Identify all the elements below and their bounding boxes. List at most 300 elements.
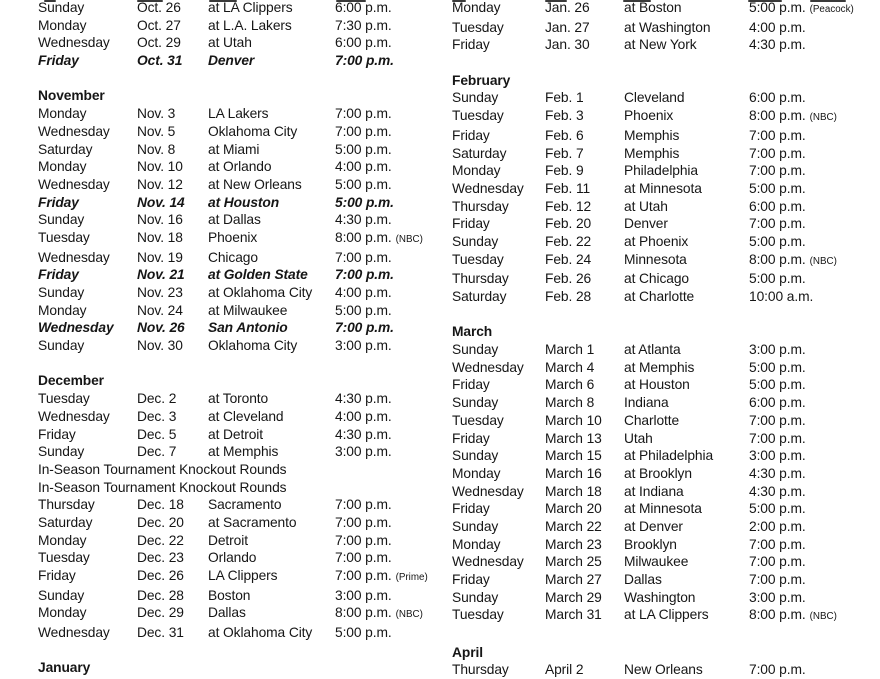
schedule-row xyxy=(452,606,876,626)
time-cell xyxy=(335,229,438,249)
tournament-note: In-Season Tournament Knockout Rounds xyxy=(38,461,287,477)
time-cell xyxy=(335,52,438,70)
day-cell: Sunday xyxy=(452,395,499,411)
schedule-row xyxy=(38,302,438,320)
month-section-december xyxy=(38,372,438,641)
time-cell xyxy=(335,587,438,605)
time-text: 4:00 p.m. xyxy=(335,159,392,175)
schedule-row xyxy=(38,390,438,408)
time-text: 7:00 p.m. xyxy=(749,572,806,587)
tv-network-note: (NBC) xyxy=(395,609,423,621)
time-text: 4:00 p.m. xyxy=(335,285,392,300)
time-cell xyxy=(335,141,438,159)
date-cell: Nov. 30 xyxy=(137,338,183,354)
opponent-cell: Minnesota xyxy=(624,251,687,267)
day-cell: Wednesday xyxy=(452,180,524,196)
date-cell: March 23 xyxy=(545,536,602,552)
date-cell: Feb. 6 xyxy=(545,127,584,143)
date-cell: Feb. 28 xyxy=(545,289,592,304)
schedule-row xyxy=(38,284,438,302)
day-cell: Friday xyxy=(38,267,79,283)
schedule-row xyxy=(452,571,876,589)
schedule-row xyxy=(452,430,876,448)
day-cell: Saturday xyxy=(452,145,507,161)
day-cell: Sunday xyxy=(452,518,499,534)
opponent-cell: Brooklyn xyxy=(624,536,677,552)
schedule-row xyxy=(452,107,876,127)
time-cell xyxy=(749,233,876,251)
opponent-cell: Utah xyxy=(624,430,653,446)
day-cell: Sunday xyxy=(38,0,85,15)
schedule-row xyxy=(452,341,876,359)
day-cell: Tuesday xyxy=(38,229,90,245)
day-cell: Friday xyxy=(452,377,490,393)
opponent-cell: Memphis xyxy=(624,127,680,143)
time-cell xyxy=(749,430,876,448)
time-text: 7:00 p.m. xyxy=(335,53,394,69)
tv-network-note: (Peacock) xyxy=(809,4,854,15)
opponent-cell: at Oklahoma City xyxy=(208,625,313,641)
time-text: 10:00 a.m. xyxy=(749,289,814,304)
day-cell: Saturday xyxy=(38,514,93,530)
day-cell: Friday xyxy=(38,194,79,210)
date-cell: Dec. 26 xyxy=(137,568,184,583)
schedule-row xyxy=(452,215,876,233)
day-cell: Saturday xyxy=(452,289,507,304)
day-cell: Wednesday xyxy=(38,625,110,641)
schedule-row xyxy=(452,233,876,251)
opponent-cell: at Memphis xyxy=(624,359,695,375)
opponent-cell: LA Clippers xyxy=(208,568,278,583)
time-text: 8:00 p.m. xyxy=(749,607,806,623)
day-cell: Wednesday xyxy=(452,483,524,499)
time-text: 7:00 p.m. xyxy=(335,532,392,548)
date-cell: March 27 xyxy=(545,572,602,587)
opponent-cell: at Detroit xyxy=(208,426,263,442)
date-cell: Nov. 5 xyxy=(137,123,176,139)
schedule-row xyxy=(38,549,438,567)
time-text: 5:00 p.m. xyxy=(749,377,806,393)
date-cell: Feb. 3 xyxy=(545,108,584,124)
time-text: 3:00 p.m. xyxy=(749,342,806,358)
date-cell: March 25 xyxy=(545,554,602,570)
schedule-row xyxy=(38,624,438,642)
date-cell: Feb. 1 xyxy=(545,90,584,106)
time-text: 7:00 p.m. xyxy=(749,536,806,552)
day-cell: Saturday xyxy=(38,141,93,157)
day-cell: Monday xyxy=(38,302,87,318)
opponent-cell: Denver xyxy=(208,53,255,69)
date-cell: Nov. 24 xyxy=(137,302,183,318)
time-text: 8:00 p.m. xyxy=(749,108,806,124)
time-cell xyxy=(335,337,438,355)
date-cell: Dec. 22 xyxy=(137,532,184,548)
time-text: 4:30 p.m. xyxy=(335,391,392,407)
month-header: February xyxy=(452,72,511,88)
schedule-row xyxy=(452,483,876,501)
day-cell: Friday xyxy=(452,216,490,232)
day-cell: Tuesday xyxy=(452,251,504,267)
time-cell xyxy=(335,284,438,302)
day-cell: Wednesday xyxy=(452,554,524,570)
opponent-cell: Charlotte xyxy=(624,412,680,428)
date-cell: March 20 xyxy=(545,501,602,517)
opponent-cell: Philadelphia xyxy=(624,163,698,179)
opponent-cell: Boston xyxy=(208,587,251,603)
date-cell: Nov. 18 xyxy=(137,229,183,245)
month-header: November xyxy=(38,88,105,104)
date-cell: Nov. 21 xyxy=(137,267,185,283)
day-cell: Friday xyxy=(38,53,79,69)
schedule-row xyxy=(452,0,876,19)
opponent-cell: at New Orleans xyxy=(208,176,302,192)
schedule-column-left xyxy=(38,0,438,677)
schedule-row xyxy=(38,266,438,284)
date-cell: Dec. 23 xyxy=(137,550,184,566)
day-cell: Sunday xyxy=(38,587,85,603)
opponent-cell: at Atlanta xyxy=(624,342,681,358)
opponent-cell: at Dallas xyxy=(208,212,261,228)
schedule-row xyxy=(452,447,876,465)
opponent-cell: at Boston xyxy=(624,0,682,15)
time-text: 8:00 p.m. xyxy=(749,251,806,267)
schedule-row xyxy=(38,211,438,229)
opponent-cell: at L.A. Lakers xyxy=(208,17,292,33)
time-text: 3:00 p.m. xyxy=(749,448,806,464)
time-cell xyxy=(335,0,438,17)
opponent-cell: at LA Clippers xyxy=(624,607,709,623)
opponent-cell: Phoenix xyxy=(624,108,674,124)
time-cell xyxy=(749,0,876,19)
day-cell: Friday xyxy=(38,568,76,583)
tv-network-note: (NBC) xyxy=(395,233,423,245)
opponent-cell: New Orleans xyxy=(624,662,703,678)
opponent-cell: Denver xyxy=(624,216,668,232)
date-cell: Nov. 14 xyxy=(137,194,185,210)
month-header: April xyxy=(452,644,483,660)
date-cell: Dec. 5 xyxy=(137,426,177,442)
time-cell xyxy=(335,390,438,408)
time-cell xyxy=(749,661,876,679)
day-cell: Friday xyxy=(452,501,490,517)
time-cell xyxy=(335,426,438,444)
date-cell: Nov. 3 xyxy=(137,106,176,122)
time-text: 2:00 p.m. xyxy=(749,518,806,534)
time-cell xyxy=(749,107,876,127)
time-cell xyxy=(335,514,438,532)
schedule-row xyxy=(452,553,876,571)
schedule-row xyxy=(452,465,876,483)
time-cell xyxy=(749,447,876,465)
day-cell: Monday xyxy=(38,17,87,33)
time-cell xyxy=(749,376,876,394)
opponent-cell: Sacramento xyxy=(208,497,282,513)
day-cell: Monday xyxy=(38,605,87,621)
month-header: December xyxy=(38,373,104,389)
day-cell: Thursday xyxy=(452,662,509,678)
date-cell: Nov. 8 xyxy=(137,141,176,157)
time-cell xyxy=(335,567,438,587)
time-text: 7:00 p.m. xyxy=(749,127,806,143)
time-text: 3:00 p.m. xyxy=(335,444,392,460)
opponent-cell: Dallas xyxy=(624,572,662,587)
schedule-row xyxy=(38,249,438,267)
date-cell: Dec. 3 xyxy=(137,408,177,424)
schedule-row xyxy=(452,198,876,216)
schedule-row xyxy=(38,587,438,605)
date-cell: March 8 xyxy=(545,395,595,411)
time-text: 7:00 p.m. xyxy=(335,106,392,122)
time-cell xyxy=(335,194,438,212)
time-cell xyxy=(749,500,876,518)
opponent-cell: San Antonio xyxy=(208,320,288,336)
date-cell: March 15 xyxy=(545,448,602,464)
time-text: 7:00 p.m. xyxy=(749,662,806,678)
schedule-row xyxy=(38,52,438,70)
time-text: 6:00 p.m. xyxy=(749,395,806,411)
date-cell: Dec. 2 xyxy=(137,391,177,407)
day-cell: Sunday xyxy=(452,342,499,358)
opponent-cell: at Indiana xyxy=(624,483,684,499)
day-cell: Sunday xyxy=(452,589,499,605)
schedule-row xyxy=(452,288,876,306)
time-text: 7:00 p.m. xyxy=(335,249,392,265)
date-cell: March 1 xyxy=(545,342,595,358)
opponent-cell: Oklahoma City xyxy=(208,123,298,139)
day-cell: Thursday xyxy=(38,497,95,513)
month-header: March xyxy=(452,324,493,340)
schedule-row xyxy=(452,589,876,607)
time-cell xyxy=(749,288,876,306)
date-cell: March 31 xyxy=(545,607,602,623)
time-cell xyxy=(749,465,876,483)
date-cell: Feb. 9 xyxy=(545,163,584,179)
schedule-row xyxy=(38,158,438,176)
time-cell xyxy=(335,211,438,229)
schedule-row xyxy=(452,376,876,394)
opponent-cell: at Washington xyxy=(624,19,711,35)
schedule-row xyxy=(452,500,876,518)
schedule-row xyxy=(38,0,438,17)
time-text: 4:30 p.m. xyxy=(749,465,806,481)
date-cell: Feb. 20 xyxy=(545,216,592,232)
opponent-cell: Phoenix xyxy=(208,229,258,245)
opponent-cell: at Phoenix xyxy=(624,233,689,249)
time-text: 7:00 p.m. xyxy=(749,412,806,428)
month-section-april xyxy=(452,644,876,679)
date-cell: Dec. 7 xyxy=(137,444,177,460)
date-cell: April 2 xyxy=(545,662,584,678)
date-cell: Jan. 27 xyxy=(545,19,590,35)
date-cell: March 22 xyxy=(545,518,602,534)
day-cell: Wednesday xyxy=(38,320,114,336)
time-cell xyxy=(749,553,876,571)
opponent-cell: at Houston xyxy=(624,377,690,393)
date-cell: Feb. 12 xyxy=(545,198,592,214)
opponent-cell: Dallas xyxy=(208,605,246,621)
time-text: 4:30 p.m. xyxy=(749,483,806,499)
time-text: 7:00 p.m. xyxy=(335,497,392,513)
day-cell: Monday xyxy=(452,163,501,179)
date-cell: Dec. 28 xyxy=(137,587,184,603)
opponent-cell: at New York xyxy=(624,37,697,53)
date-cell: Dec. 18 xyxy=(137,497,184,513)
time-cell xyxy=(335,443,438,461)
time-cell xyxy=(749,36,876,54)
schedule-row xyxy=(38,194,438,212)
time-cell xyxy=(749,145,876,163)
day-cell: Friday xyxy=(452,430,490,446)
date-cell: March 4 xyxy=(545,359,595,375)
tv-network-note: (Prime) xyxy=(395,572,428,583)
schedule-row xyxy=(38,408,438,426)
opponent-cell: at Denver xyxy=(624,518,683,534)
date-cell: Dec. 31 xyxy=(137,625,184,641)
schedule-row xyxy=(38,443,438,461)
date-cell: Dec. 29 xyxy=(137,605,184,621)
day-cell: Friday xyxy=(452,37,490,53)
time-cell xyxy=(749,251,876,271)
day-cell: Tuesday xyxy=(452,412,504,428)
time-text: 3:00 p.m. xyxy=(335,587,392,603)
time-text: 5:00 p.m. xyxy=(335,625,392,641)
day-cell: Sunday xyxy=(38,212,85,228)
time-cell xyxy=(335,319,438,337)
time-cell xyxy=(749,198,876,216)
time-text: 7:00 p.m. xyxy=(749,554,806,570)
time-cell xyxy=(749,127,876,145)
time-text: 5:00 p.m. xyxy=(749,359,806,375)
schedule-row xyxy=(38,34,438,52)
month-section xyxy=(38,0,438,70)
opponent-cell: at Charlotte xyxy=(624,289,695,304)
schedule-row xyxy=(38,105,438,123)
time-cell xyxy=(749,359,876,377)
opponent-cell: at Miami xyxy=(208,141,260,157)
time-text: 7:00 p.m. xyxy=(335,550,392,566)
time-text: 7:00 p.m. xyxy=(749,430,806,446)
time-text: 6:00 p.m. xyxy=(335,0,392,15)
schedule-row xyxy=(452,359,876,377)
time-text: 6:00 p.m. xyxy=(335,35,392,51)
time-cell xyxy=(335,532,438,550)
schedule-row xyxy=(452,251,876,271)
date-cell: Oct. 29 xyxy=(137,35,181,51)
time-cell xyxy=(749,394,876,412)
tournament-note: In-Season Tournament Knockout Rounds xyxy=(38,479,287,495)
time-text: 4:00 p.m. xyxy=(749,19,806,35)
schedule-row xyxy=(452,19,876,37)
time-cell xyxy=(749,536,876,554)
time-text: 5:00 p.m. xyxy=(749,180,806,196)
time-cell xyxy=(749,341,876,359)
time-cell xyxy=(335,408,438,426)
opponent-cell: at Memphis xyxy=(208,444,279,460)
date-cell: Nov. 23 xyxy=(137,285,183,300)
time-text: 5:00 p.m. xyxy=(749,271,806,287)
schedule-row xyxy=(38,176,438,194)
opponent-cell: at Cleveland xyxy=(208,408,284,424)
day-cell: Monday xyxy=(452,0,501,15)
opponent-cell: at LA Clippers xyxy=(208,0,293,15)
date-cell: March 29 xyxy=(545,589,602,605)
schedule-row xyxy=(38,123,438,141)
date-cell: Jan. 30 xyxy=(545,37,590,53)
schedule-row xyxy=(452,180,876,198)
opponent-cell: at Toronto xyxy=(208,391,269,407)
schedule-row xyxy=(38,567,438,587)
tournament-row xyxy=(38,461,438,479)
day-cell: Monday xyxy=(452,465,501,481)
date-cell: Nov. 10 xyxy=(137,159,183,175)
time-cell xyxy=(335,17,438,35)
opponent-cell: Orlando xyxy=(208,550,257,566)
opponent-cell: Memphis xyxy=(624,145,680,161)
day-cell: Thursday xyxy=(452,198,509,214)
schedule-row xyxy=(38,319,438,337)
schedule-row xyxy=(38,496,438,514)
tv-network-note: (NBC) xyxy=(809,611,837,623)
opponent-cell: at Philadelphia xyxy=(624,448,714,464)
time-text: 7:00 p.m. xyxy=(335,267,394,283)
day-cell: Friday xyxy=(452,127,490,143)
schedule-row xyxy=(452,412,876,430)
schedule-row xyxy=(452,270,876,288)
schedule-row xyxy=(38,17,438,35)
time-text: 3:00 p.m. xyxy=(335,338,392,354)
time-text: 7:30 p.m. xyxy=(335,17,392,33)
opponent-cell: at Minnesota xyxy=(624,180,702,196)
day-cell: Wednesday xyxy=(452,359,524,375)
day-cell: Monday xyxy=(38,106,87,122)
time-text: 6:00 p.m. xyxy=(749,198,806,214)
opponent-cell: Chicago xyxy=(208,249,258,265)
time-cell xyxy=(749,518,876,536)
time-text: 7:00 p.m. xyxy=(749,163,806,179)
day-cell: Wednesday xyxy=(38,249,110,265)
date-cell: Feb. 22 xyxy=(545,233,592,249)
day-cell: Tuesday xyxy=(38,550,90,566)
opponent-cell: at Chicago xyxy=(624,271,689,287)
day-cell: Friday xyxy=(452,572,490,587)
tv-network-note: (NBC) xyxy=(809,112,837,124)
date-cell: Nov. 16 xyxy=(137,212,183,228)
opponent-cell: at Orlando xyxy=(208,159,272,175)
opponent-cell: at Minnesota xyxy=(624,501,702,517)
date-cell: Oct. 31 xyxy=(137,53,183,69)
date-cell: Feb. 24 xyxy=(545,251,592,267)
date-cell: Feb. 11 xyxy=(545,180,591,196)
day-cell: Sunday xyxy=(38,285,85,300)
date-cell: Nov. 12 xyxy=(137,176,183,192)
day-cell: Sunday xyxy=(38,338,85,354)
time-cell xyxy=(749,215,876,233)
time-cell xyxy=(335,496,438,514)
time-cell xyxy=(749,483,876,501)
day-cell: Sunday xyxy=(452,448,499,464)
date-cell: Jan. 26 xyxy=(545,0,590,15)
time-text: 5:00 p.m. xyxy=(335,176,392,192)
schedule-row xyxy=(452,127,876,145)
opponent-cell: Detroit xyxy=(208,532,248,548)
day-cell: Wednesday xyxy=(38,176,110,192)
schedule-row xyxy=(452,145,876,163)
time-cell xyxy=(335,249,438,267)
month-header: January xyxy=(38,660,91,676)
schedule-row xyxy=(452,394,876,412)
time-text: 4:30 p.m. xyxy=(749,37,806,53)
schedule-row xyxy=(452,518,876,536)
